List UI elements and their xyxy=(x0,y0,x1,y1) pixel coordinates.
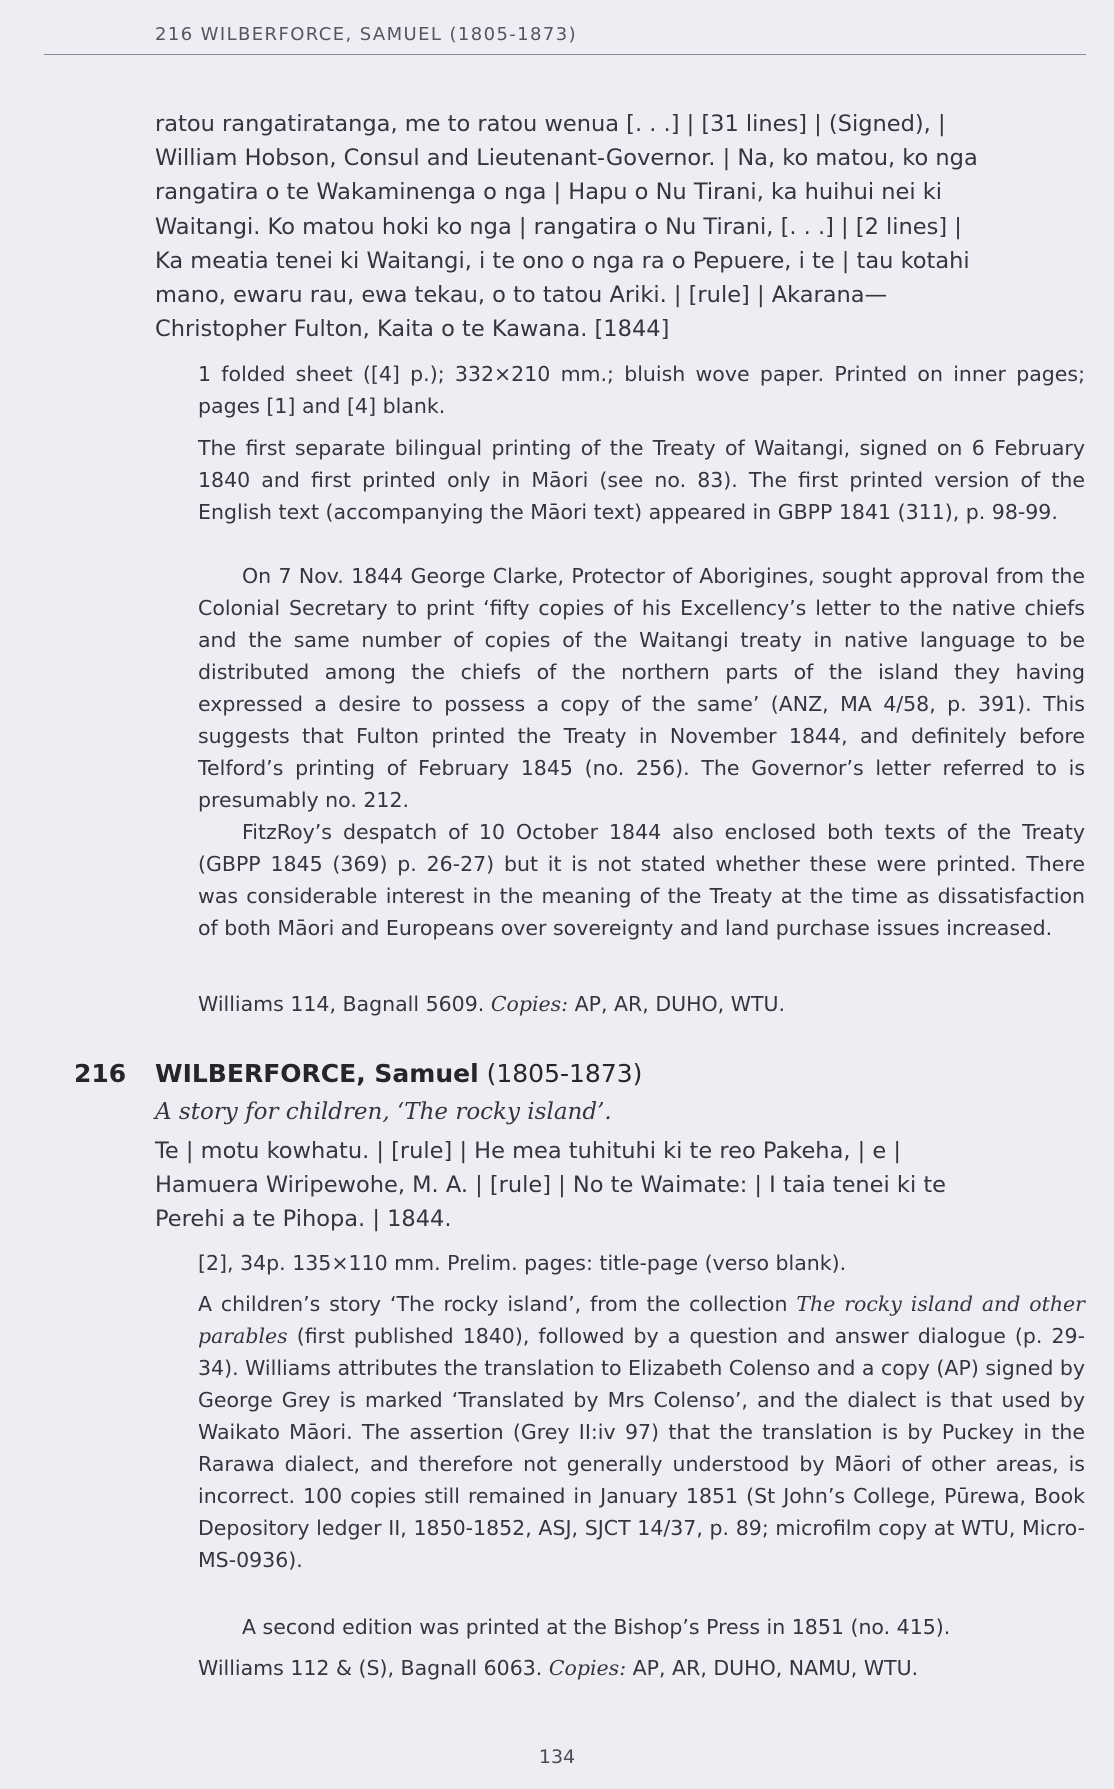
title-line: Waitangi. Ko matou hoki ko nga | rangatira o Nu Tirani, [. . .] | [2 lines] | xyxy=(155,213,962,240)
entry-216-physical-description: [2], 34p. 135×110 mm. Prelim. pages: title-page (verso blank). xyxy=(198,1251,847,1275)
references: Williams 112 & (S), Bagnall 6063. xyxy=(198,1656,543,1680)
collection-title: The rocky island and other parables xyxy=(198,1292,1085,1348)
entry-215-note-1: The first separate bilingual printing of the Treaty of Waitangi, signed on 6 February 1840 and first printed only in Māori (see no. 83). The first printed version of the English text (accompanying the Māori text) appeared in GBPP 1841 (311), p. 98-99. xyxy=(198,436,1085,524)
title-line: Te | motu kowhatu. | [rule] | He mea tuhituhi ki te reo Pakeha, | e | xyxy=(155,1138,901,1164)
entry-215-note-3: FitzRoy’s despatch of 10 October 1844 also enclosed both texts of the Treaty (GBPP 1845 (369) p. 26-27) but it is not stated whether these were printed. There was considerable interest in the meaning of the Treaty at the time as dissatisfaction of both Māori and Europeans over sovereignty and land purchase issues increased. xyxy=(198,820,1085,940)
entry-216-references xyxy=(198,1652,1085,1684)
title-line: rangatira o te Wakaminenga o nga | Hapu o Nu Tirani, ka huihui nei ki xyxy=(155,179,943,206)
entry-215-physical-description: 1 folded sheet ([4] p.); 332×210 mm.; bluish wove paper. Printed on inner pages; pages [1] and [4] blank. xyxy=(198,362,1085,418)
title-line: Ka meatia tenei ki Waitangi, i te ono o nga ra o Pepuere, i te | tau kotahi xyxy=(155,247,970,274)
copies-label: Copies: xyxy=(548,1656,627,1680)
title-line: William Hobson, Consul and Lieutenant-Governor. | Na, ko matou, ko nga xyxy=(155,145,978,172)
entry-number: 216 xyxy=(74,1059,127,1088)
title-line: mano, ewaru rau, ewa tekau, o to tatou Ariki. | [rule] | Akarana— xyxy=(155,282,888,309)
references: Williams 114, Bagnall 5609. xyxy=(198,992,485,1016)
entry-215-references xyxy=(198,988,1085,1020)
title-line: Perehi a te Pihopa. | 1844. xyxy=(155,1206,452,1233)
copies-label: Copies: xyxy=(490,992,569,1016)
entry-215-title-transcription xyxy=(155,107,1085,346)
header-rule xyxy=(44,54,1086,55)
entry-author xyxy=(155,1059,642,1088)
entry-216-note-2: A second edition was printed at the Bishop’s Press in 1851 (no. 415). xyxy=(242,1615,951,1639)
title-line: Christopher Fulton, Kaita o te Kawana. [1844] xyxy=(155,316,670,343)
entry-215-note-2: On 7 Nov. 1844 George Clarke, Protector of Aborigines, sought approval from the Colonial Secretary to print ‘fifty copies of his Excellency’s letter to the native chiefs and the same number of copies of the Waitangi treaty in native language to be distributed among the chiefs of the northern parts of the island they having expressed a desire to possess a copy of the same’ (ANZ, MA 4/58, p. 391). This suggests that Fulton printed the Treaty in November 1844, and definitely before Telford’s printing of February 1845 (no. 256). The Governor’s letter referred to is presumably no. 212. xyxy=(198,564,1085,812)
work-title: A story for children, ‘The rocky island’. xyxy=(155,1099,612,1125)
running-head: 216 WILBERFORCE, SAMUEL (1805-1873) xyxy=(155,24,578,45)
entry-216-title-transcription xyxy=(155,1134,1085,1237)
entry-216-note-1: A children’s story ‘The rocky island’, from the collection The rocky island and other parables (first published 1840), followed by a question and answer dialogue (p. 29-34). Williams attributes the translation to Elizabeth Colenso and a copy (AP) signed by George Grey is marked ‘Translated by Mrs Colenso’, and the dialect is that used by Waikato Māori. The assertion (Grey II:iv 97) that the translation is by Puckey in the Rarawa dialect, and therefore not generally understood by Māori of other areas, is incorrect. 100 copies still remained in January 1851 (St John’s College, Pūrewa, Book Depository ledger II, 1850-1852, ASJ, SJCT 14/37, p. 89; microfilm copy at WTU, Micro-MS-0936). xyxy=(198,1292,1085,1572)
author-dates: (1805-1873) xyxy=(486,1059,643,1088)
title-line: Hamuera Wiripewohe, M. A. | [rule] | No te Waimate: | I taia tenei ki te xyxy=(155,1172,947,1199)
page-number: 134 xyxy=(538,1746,576,1768)
copies-list: AP, AR, DUHO, WTU. xyxy=(574,992,786,1016)
title-line: ratou rangatiratanga, me to ratou wenua [. . .] | [31 lines] | (Signed), | xyxy=(155,111,946,137)
author-name: WILBERFORCE, Samuel xyxy=(155,1059,479,1088)
copies-list: AP, AR, DUHO, NAMU, WTU. xyxy=(632,1656,919,1680)
